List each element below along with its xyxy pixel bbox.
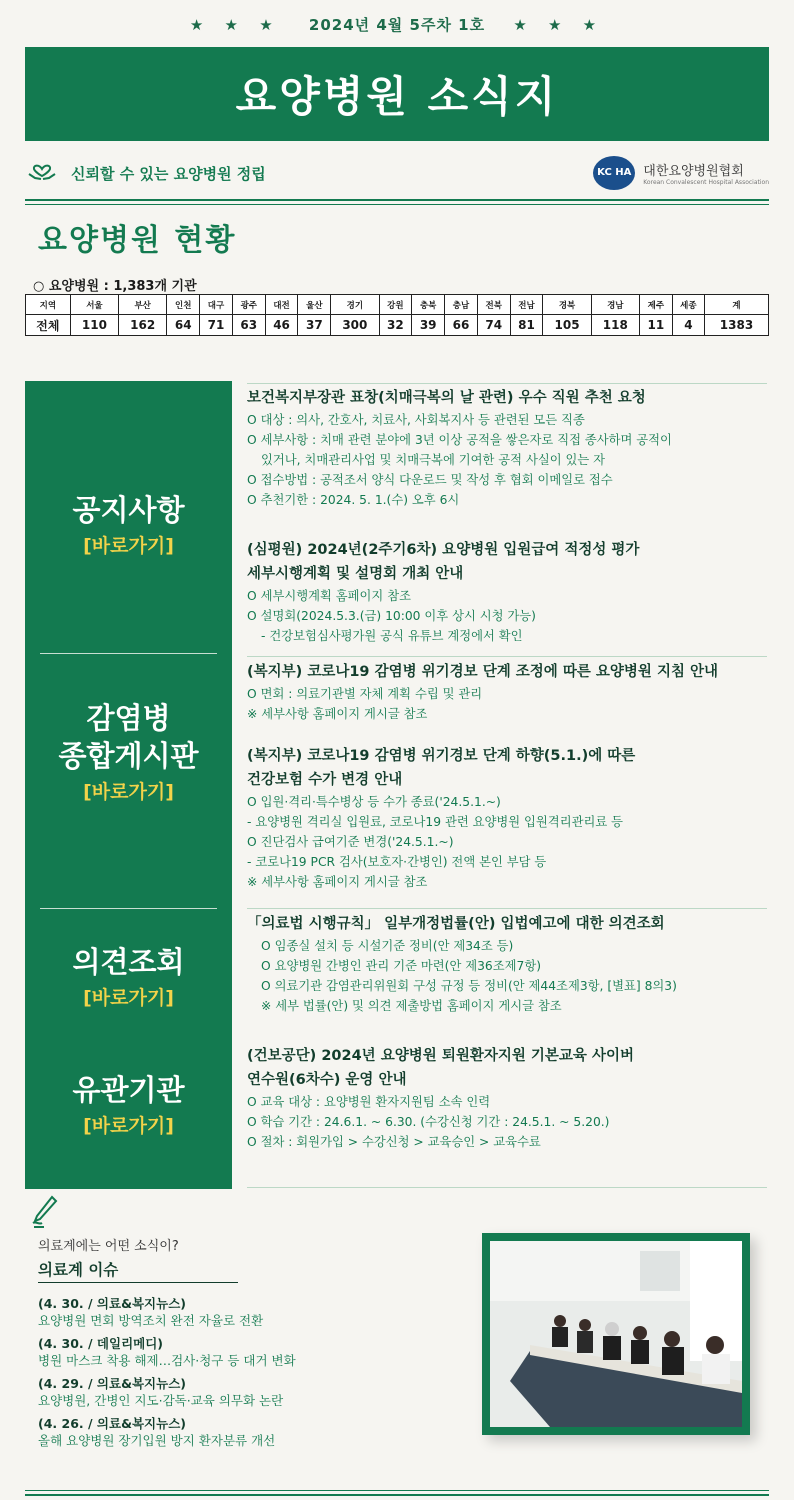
table-cell: 63 bbox=[232, 315, 265, 336]
table-header-cell: 대전 bbox=[265, 295, 298, 315]
news-meta: (4. 29. / 의료&복지뉴스) bbox=[38, 1376, 186, 1391]
divider bbox=[247, 1187, 767, 1188]
infection-line: - 요양병원 격리실 입원료, 코로나19 관련 요양병원 입원격리관리료 등 bbox=[247, 815, 623, 829]
agency-line: O 교육 대상 : 요양병원 환자지원팀 소속 인력 bbox=[247, 1095, 491, 1109]
table-cell: 71 bbox=[200, 315, 233, 336]
notice-line: - 건강보험심사평가원 공식 유튜브 계정에서 확인 bbox=[261, 629, 523, 643]
news-item[interactable] bbox=[38, 1335, 458, 1369]
agency-title: 연수원(6차수) 운영 안내 bbox=[247, 1072, 407, 1088]
table-cell: 74 bbox=[477, 315, 510, 336]
divider bbox=[247, 908, 767, 909]
slogan-row bbox=[25, 150, 769, 196]
table-header-cell: 전북 bbox=[477, 295, 510, 315]
opinion-title: 「의료법 시행규칙」 일부개정법률(안) 입법예고에 대한 의견조회 bbox=[247, 916, 665, 932]
org-brand[interactable] bbox=[593, 156, 769, 190]
table-cell: 66 bbox=[445, 315, 478, 336]
sidebar-opinion-title: 의견조회 bbox=[72, 945, 185, 979]
infection-title: (복지부) 코로나19 감염병 위기경보 단계 조정에 따른 요양병원 지침 안내 bbox=[247, 664, 719, 680]
meeting-photo-frame bbox=[482, 1233, 750, 1435]
opinion-line: O 임종실 설치 등 시설기준 정비(안 제34조 등) bbox=[261, 939, 514, 953]
table-header-row bbox=[26, 295, 769, 315]
infection-shortcut-link[interactable]: [바로가기] bbox=[83, 781, 174, 803]
divider bbox=[247, 656, 767, 657]
table-header-cell: 충남 bbox=[445, 295, 478, 315]
infection-line: ※ 세부사항 홈페이지 게시글 참조 bbox=[247, 707, 428, 721]
sidebar-infection-title-2: 종합게시판 bbox=[58, 739, 199, 773]
table-cell: 39 bbox=[412, 315, 445, 336]
divider bbox=[25, 204, 769, 205]
news-meta: (4. 26. / 의료&복지뉴스) bbox=[38, 1416, 186, 1431]
handshake-heart-icon bbox=[27, 160, 57, 186]
notice-line: O 세부사항 : 치매 관련 분야에 3년 이상 공적을 쌓은자로 직접 종사하며 공적이 bbox=[247, 433, 672, 447]
sidebar-agencies-title: 유관기관 bbox=[72, 1073, 185, 1107]
newsletter-title: 요양병원 소식지 bbox=[25, 47, 769, 141]
notice-item[interactable] bbox=[247, 386, 767, 510]
table-header-cell: 지역 bbox=[26, 295, 71, 315]
notice-title: 세부시행계획 및 설명회 개최 안내 bbox=[247, 566, 464, 582]
agency-line: O 절차 : 회원가입 > 수강신청 > 교육승인 > 교육수료 bbox=[247, 1135, 541, 1149]
infection-item[interactable] bbox=[247, 744, 767, 892]
sidebar-divider bbox=[40, 908, 217, 909]
news-item[interactable] bbox=[38, 1375, 458, 1409]
infection-line: - 코로나19 PCR 검사(보호자·간병인) 전액 본인 부담 등 bbox=[247, 855, 547, 869]
table-header-cell: 인천 bbox=[167, 295, 200, 315]
table-header-cell: 제주 bbox=[639, 295, 672, 315]
table-row bbox=[26, 315, 769, 336]
divider bbox=[247, 383, 767, 384]
table-header-cell: 대구 bbox=[200, 295, 233, 315]
pen-hand-icon bbox=[30, 1195, 58, 1233]
agency-line: O 학습 기간 : 24.6.1. ~ 6.30. (수강신청 기간 : 24.5.1. ~ 5.20.) bbox=[247, 1115, 610, 1129]
table-header-cell: 강원 bbox=[379, 295, 412, 315]
kcha-logo: KC HA bbox=[593, 156, 635, 190]
table-header-cell: 계 bbox=[705, 295, 769, 315]
table-header-cell: 서울 bbox=[70, 295, 118, 315]
issue-line bbox=[0, 14, 794, 35]
sidebar-infection[interactable] bbox=[25, 699, 232, 804]
infection-item[interactable] bbox=[247, 660, 767, 724]
table-cell: 105 bbox=[543, 315, 591, 336]
news-meta: (4. 30. / 데일리메디) bbox=[38, 1336, 164, 1351]
table-header-cell: 세종 bbox=[672, 295, 704, 315]
table-header-cell: 경기 bbox=[331, 295, 379, 315]
notice-line: O 접수방법 : 공적조서 양식 다운로드 및 작성 후 협회 이메일로 접수 bbox=[247, 473, 613, 487]
table-cell: 110 bbox=[70, 315, 118, 336]
org-name: 대한요양병원협회 bbox=[643, 164, 744, 179]
table-cell: 11 bbox=[639, 315, 672, 336]
news-link[interactable]: 병원 마스크 착용 해제…검사·청구 등 대거 변화 bbox=[38, 1353, 296, 1368]
status-heading: 요양병원 현황 bbox=[38, 223, 237, 258]
table-header-cell: 부산 bbox=[119, 295, 167, 315]
notice-line: O 대상 : 의사, 간호사, 치료사, 사회복지사 등 관련된 모든 직종 bbox=[247, 413, 585, 427]
table-cell: 46 bbox=[265, 315, 298, 336]
table-cell: 162 bbox=[119, 315, 167, 336]
infection-line: O 면회 : 의료기관별 자체 계획 수립 및 관리 bbox=[247, 687, 483, 701]
divider bbox=[25, 1490, 769, 1491]
news-meta: (4. 30. / 의료&복지뉴스) bbox=[38, 1296, 186, 1311]
table-cell: 1383 bbox=[705, 315, 769, 336]
category-sidebar bbox=[25, 381, 232, 1189]
org-name-en: Korean Convalescent Hospital Association bbox=[643, 179, 769, 186]
sidebar-notice[interactable] bbox=[25, 491, 232, 558]
table-cell: 118 bbox=[591, 315, 639, 336]
notice-line: 있거나, 치매관리사업 및 치매극복에 기여한 공적 사실이 있는 자 bbox=[261, 453, 606, 467]
table-header-cell: 광주 bbox=[232, 295, 265, 315]
notice-title: 보건복지부장관 표창(치매극복의 날 관련) 우수 직원 추천 요청 bbox=[247, 390, 646, 406]
star-decoration-icon: ★ ★ ★ bbox=[189, 16, 281, 34]
opinion-shortcut-link[interactable]: [바로가기] bbox=[83, 987, 174, 1009]
news-item[interactable] bbox=[38, 1295, 458, 1329]
notice-line: O 세부시행계획 홈페이지 참조 bbox=[247, 589, 411, 603]
table-cell: 전체 bbox=[26, 315, 71, 336]
table-header-cell: 경남 bbox=[591, 295, 639, 315]
infection-line: O 진단검사 급여기준 변경('24.5.1.~) bbox=[247, 835, 454, 849]
opinion-item[interactable] bbox=[247, 912, 767, 1016]
agencies-shortcut-link[interactable]: [바로가기] bbox=[83, 1115, 174, 1137]
table-header-cell: 경북 bbox=[543, 295, 591, 315]
notice-shortcut-link[interactable]: [바로가기] bbox=[83, 535, 174, 557]
news-heading: 의료계 이슈 bbox=[38, 1258, 238, 1283]
opinion-line: ※ 세부 법률(안) 및 의견 제출방법 홈페이지 게시글 참조 bbox=[261, 999, 562, 1013]
sidebar-opinion[interactable] bbox=[25, 943, 232, 1010]
table-cell: 4 bbox=[672, 315, 704, 336]
divider bbox=[25, 1494, 769, 1496]
sidebar-divider bbox=[40, 653, 217, 654]
notice-item[interactable] bbox=[247, 538, 767, 646]
table-header-cell: 전남 bbox=[510, 295, 543, 315]
hospital-total: ○ 요양병원 : 1,383개 기관 bbox=[33, 279, 197, 294]
news-link[interactable]: 요양병원, 간병인 지도·감독·교육 의무화 논란 bbox=[38, 1393, 284, 1408]
table-header-cell: 울산 bbox=[298, 295, 331, 315]
infection-title: 건강보험 수가 변경 안내 bbox=[247, 772, 403, 788]
news-link[interactable]: 요양병원 면회 방역조치 완전 자율로 전환 bbox=[38, 1313, 264, 1328]
opinion-line: O 요양병원 간병인 관리 기준 마련(안 제36조제7항) bbox=[261, 959, 542, 973]
news-intro: 의료계에는 어떤 소식이? bbox=[38, 1239, 179, 1254]
table-cell: 64 bbox=[167, 315, 200, 336]
agency-item[interactable] bbox=[247, 1044, 767, 1152]
notice-line: O 설명회(2024.5.3.(금) 10:00 이후 상시 시청 가능) bbox=[247, 609, 536, 623]
region-stats-table bbox=[25, 294, 769, 336]
infection-title: (복지부) 코로나19 감염병 위기경보 단계 하향(5.1.)에 따른 bbox=[247, 748, 636, 764]
table-cell: 81 bbox=[510, 315, 543, 336]
sidebar-agencies[interactable] bbox=[25, 1071, 232, 1138]
divider bbox=[25, 199, 769, 201]
sidebar-infection-title-1: 감염병 bbox=[86, 701, 171, 735]
news-section bbox=[38, 1235, 458, 1449]
issue-number: 2024년 4월 5주차 1호 bbox=[308, 16, 486, 34]
table-cell: 32 bbox=[379, 315, 412, 336]
news-item[interactable] bbox=[38, 1415, 458, 1449]
meeting-photo bbox=[490, 1241, 742, 1427]
slogan-text: 신뢰할 수 있는 요양병원 정립 bbox=[71, 164, 266, 183]
agency-title: (건보공단) 2024년 요양병원 퇴원환자지원 기본교육 사이버 bbox=[247, 1048, 635, 1064]
sidebar-notice-title: 공지사항 bbox=[72, 493, 185, 527]
slogan bbox=[25, 160, 266, 186]
table-cell: 37 bbox=[298, 315, 331, 336]
infection-line: O 입원·격리·특수병상 등 수가 종료('24.5.1.~) bbox=[247, 795, 501, 809]
notice-line: O 추천기한 : 2024. 5. 1.(수) 오후 6시 bbox=[247, 493, 460, 507]
star-decoration-icon: ★ ★ ★ bbox=[513, 16, 605, 34]
news-link[interactable]: 올해 요양병원 장기입원 방지 환자분류 개선 bbox=[38, 1433, 276, 1448]
opinion-line: O 의료기관 감염관리위원회 구성 규정 등 정비(안 제44조제3항, [별표] 8의3) bbox=[261, 979, 677, 993]
table-cell: 300 bbox=[331, 315, 379, 336]
table-header-cell: 충북 bbox=[412, 295, 445, 315]
notice-title: (심평원) 2024년(2주기6차) 요양병원 입원급여 적정성 평가 bbox=[247, 542, 640, 558]
infection-line: ※ 세부사항 홈페이지 게시글 참조 bbox=[247, 875, 428, 889]
